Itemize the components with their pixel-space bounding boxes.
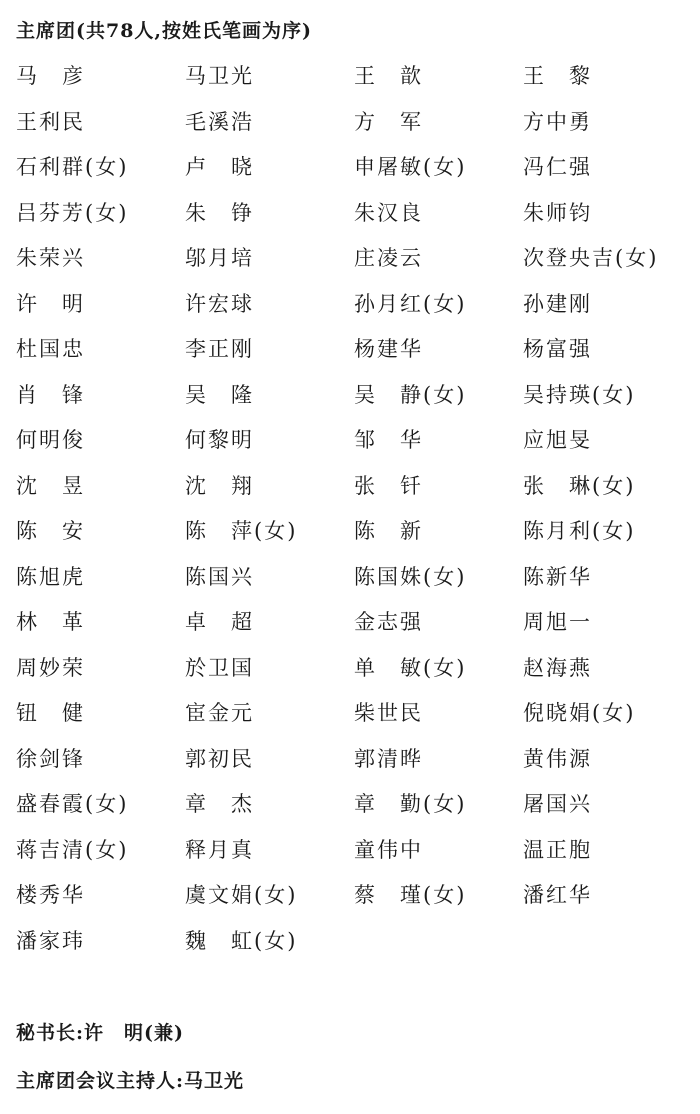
member-name: 童伟中 (354, 837, 423, 862)
member-name: 石利群(女) (16, 155, 129, 179)
member-name: 盛春霞(女) (16, 792, 129, 816)
member-name: 倪晓娟(女) (523, 701, 636, 725)
member-name: 陈国姝(女) (354, 564, 467, 589)
member-name: 吴 静(女) (354, 382, 467, 407)
member-name: 黄伟源 (523, 746, 592, 771)
member-row (16, 327, 696, 373)
member-row (16, 145, 696, 191)
member-name: 孙建刚 (523, 291, 592, 316)
member-name: 单 敏(女) (354, 655, 467, 680)
member-row (16, 919, 696, 965)
member-row (16, 464, 696, 510)
member-name: 於卫国 (185, 655, 254, 680)
member-name: 郭初民 (185, 746, 254, 771)
member-name: 朱荣兴 (16, 246, 85, 270)
member-row (16, 509, 696, 555)
secretary-general-line: 秘书长:许 明(兼) (16, 1022, 184, 1044)
member-name: 虞文娟(女) (185, 883, 298, 907)
member-name: 温正胞 (523, 837, 592, 862)
member-name: 蒋吉清(女) (16, 837, 129, 862)
member-row (16, 828, 696, 874)
member-name: 陈 安 (16, 519, 85, 543)
member-name: 张 琳(女) (523, 473, 636, 498)
member-name: 陈 新 (354, 519, 423, 543)
presidium-heading: 主席团(共78人,按姓氏笔画为序) (16, 20, 313, 42)
member-row (16, 373, 696, 419)
presidium-host-line: 主席团会议主持人:马卫光 (16, 1070, 245, 1092)
member-name: 钮 健 (16, 701, 85, 725)
member-row (16, 737, 696, 783)
member-name: 沈 翔 (185, 473, 254, 498)
member-name: 吴持瑛(女) (523, 382, 636, 407)
member-name: 蔡 瑾(女) (354, 883, 467, 907)
member-name: 马 彦 (16, 64, 85, 88)
member-name: 孙月红(女) (354, 291, 467, 316)
member-name: 魏 虹(女) (185, 928, 298, 953)
member-row (16, 100, 696, 146)
member-name: 邹 华 (354, 428, 423, 452)
member-name: 潘红华 (523, 883, 592, 907)
member-name: 应旭旻 (523, 428, 592, 452)
member-row (16, 418, 696, 464)
member-name: 郭清晔 (354, 746, 423, 771)
member-name: 冯仁强 (523, 155, 592, 179)
member-name: 吕芬芳(女) (16, 200, 129, 225)
member-row (16, 54, 696, 100)
member-name: 陈 萍(女) (185, 519, 298, 543)
member-row (16, 782, 696, 828)
member-name: 方中勇 (523, 109, 592, 134)
member-name: 方 军 (354, 109, 423, 134)
member-name: 周妙荣 (16, 655, 85, 680)
member-name: 许 明 (16, 291, 85, 316)
member-name: 释月真 (185, 837, 254, 862)
member-name: 吴 隆 (185, 382, 254, 407)
member-name: 杨富强 (523, 337, 592, 361)
member-name: 杨建华 (354, 337, 423, 361)
member-name: 马卫光 (185, 64, 254, 88)
member-row (16, 873, 696, 919)
member-name: 何黎明 (185, 428, 254, 452)
member-name: 王 黎 (523, 64, 592, 88)
member-name: 庄凌云 (354, 246, 423, 270)
member-name: 何明俊 (16, 428, 85, 452)
member-name: 章 杰 (185, 792, 254, 816)
member-name: 次登央吉(女) (523, 246, 659, 270)
member-name: 柴世民 (354, 701, 423, 725)
member-name: 周旭一 (523, 610, 592, 634)
member-name: 陈新华 (523, 564, 592, 589)
member-row (16, 236, 696, 282)
member-name: 卢 晓 (185, 155, 254, 179)
member-name: 陈旭虎 (16, 564, 85, 589)
member-row (16, 555, 696, 601)
member-name: 赵海燕 (523, 655, 592, 680)
member-name: 金志强 (354, 610, 423, 634)
member-name: 陈国兴 (185, 564, 254, 589)
member-name: 朱师钧 (523, 200, 592, 225)
member-name: 卓 超 (185, 610, 254, 634)
member-name: 申屠敏(女) (354, 155, 467, 179)
member-name: 沈 昱 (16, 473, 85, 498)
member-name: 毛溪浩 (185, 109, 254, 134)
member-name: 张 钎 (354, 473, 423, 498)
member-name: 王利民 (16, 109, 85, 134)
member-name: 潘家玮 (16, 928, 85, 953)
member-name: 陈月利(女) (523, 519, 636, 543)
member-row (16, 600, 696, 646)
member-row (16, 646, 696, 692)
member-name: 章 勤(女) (354, 792, 467, 816)
member-name: 朱 铮 (185, 200, 254, 225)
member-name: 林 革 (16, 610, 85, 634)
member-name: 朱汉良 (354, 200, 423, 225)
member-name: 楼秀华 (16, 883, 85, 907)
member-row (16, 282, 696, 328)
member-name: 许宏球 (185, 291, 254, 316)
member-row (16, 691, 696, 737)
member-name: 肖 锋 (16, 382, 85, 407)
member-name: 杜国忠 (16, 337, 85, 361)
member-name: 李正刚 (185, 337, 254, 361)
member-name: 徐剑锋 (16, 746, 85, 771)
member-name: 邬月培 (185, 246, 254, 270)
member-name: 屠国兴 (523, 792, 592, 816)
member-name: 宦金元 (185, 701, 254, 725)
member-name: 王 歆 (354, 64, 423, 88)
member-list (16, 54, 696, 964)
member-row (16, 191, 696, 237)
